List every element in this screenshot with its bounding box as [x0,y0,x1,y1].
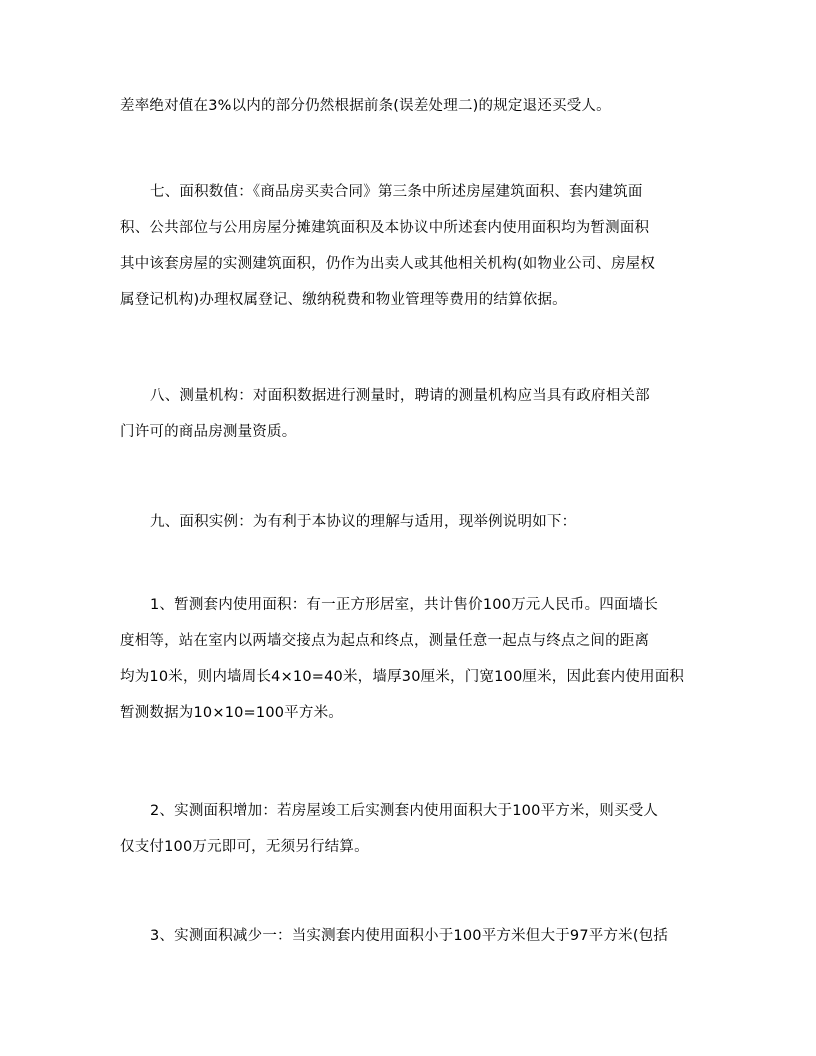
paragraph-line: 1、暂测套内使用面积：有一正方形居室，共计售价100万元人民币。四面墙长 [150,597,659,613]
paragraph-line: 其中该套房屋的实测建筑面积，仍作为出卖人或其他相关机构(如物业公司、房屋权 [120,256,656,272]
paragraph-area-examples [120,504,700,540]
paragraph-line: 度相等，站在室内以两墙交接点为起点和终点，测量任意一起点与终点之间的距离 [120,633,650,649]
paragraph-area-values [120,174,700,318]
paragraph-line: 暂测数据为10×10=100平方米。 [120,705,343,721]
paragraph-line: 属登记机构)办理权属登记、缴纳税费和物业管理等费用的结算依据。 [120,292,567,308]
paragraph-line: 七、面积数值：《商品房买卖合同》第三条中所述房屋建筑面积、套内建筑面 [150,184,643,200]
paragraph-line: 差率绝对值在3%以内的部分仍然根据前条(误差处理二)的规定退还买受人。 [120,98,611,114]
paragraph-error-refund [120,88,700,124]
paragraph-line: 九、面积实例：为有利于本协议的理解与适用，现举例说明如下： [150,514,577,530]
paragraph-line: 2、实测面积增加：若房屋竣工后实测套内使用面积大于100平方米，则买受人 [150,803,659,819]
paragraph-line: 3、实测面积减少一：当实测套内使用面积小于100平方米但大于97平方米(包括 [150,928,669,944]
paragraph-survey-agency [120,378,700,450]
paragraph-example-3 [120,918,700,954]
paragraph-line: 积、公共部位与公用房屋分摊建筑面积及本协议中所述套内使用面积均为暂测面积 [120,220,650,236]
paragraph-line: 仅支付100万元即可，无须另行结算。 [120,839,369,855]
paragraph-line: 门许可的商品房测量资质。 [120,424,297,440]
paragraph-example-2 [120,793,700,865]
paragraph-example-1 [120,587,700,731]
paragraph-line: 八、测量机构：对面积数据进行测量时，聘请的测量机构应当具有政府相关部 [150,388,650,404]
paragraph-line: 均为10米，则内墙周长4×10=40米，墙厚30厘米，门宽100厘米，因此套内使用面积 [120,669,685,685]
